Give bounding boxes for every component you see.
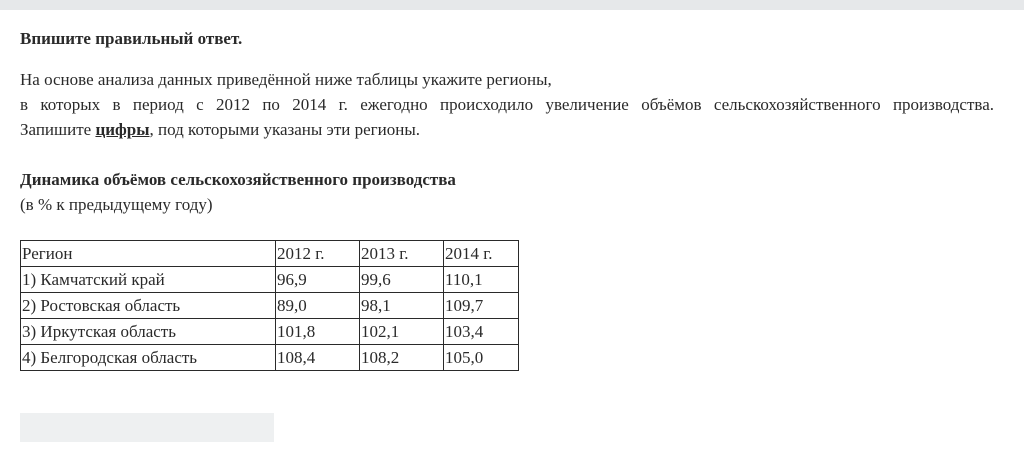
data-table: [20, 240, 519, 371]
table-row: [21, 345, 519, 371]
cell-value: 99,6: [360, 267, 444, 293]
table-caption: [20, 167, 456, 217]
cell-value: 102,1: [360, 319, 444, 345]
cell-value: 108,4: [276, 345, 360, 371]
cell-value: 101,8: [276, 319, 360, 345]
cell-value: 96,9: [276, 267, 360, 293]
top-strip: [0, 0, 1024, 10]
cell-value: 89,0: [276, 293, 360, 319]
answer-input[interactable]: [20, 413, 274, 442]
cell-value: 103,4: [444, 319, 519, 345]
cell-value: 108,2: [360, 345, 444, 371]
cell-region: 1) Камчатский край: [21, 267, 276, 293]
cell-region: 2) Ростовская область: [21, 293, 276, 319]
header-region: Регион: [21, 241, 276, 267]
question-text: [20, 67, 994, 142]
header-2014: 2014 г.: [444, 241, 519, 267]
header-2012: 2012 г.: [276, 241, 360, 267]
table-row: [21, 293, 519, 319]
cell-region: 4) Белгородская область: [21, 345, 276, 371]
question-line-3-pre: Запишите: [20, 120, 96, 139]
table-subtitle: (в % к предыдущему году): [20, 195, 213, 214]
task-instruction: Впишите правильный ответ.: [20, 29, 243, 48]
table-row: [21, 267, 519, 293]
question-line-3: [20, 117, 994, 142]
question-line-3-post: , под которыми указаны эти регионы.: [149, 120, 420, 139]
question-line-1: На основе анализа данных приведённой ниже таблицы укажите регионы,: [20, 70, 552, 89]
cell-value: 109,7: [444, 293, 519, 319]
cell-value: 98,1: [360, 293, 444, 319]
cell-value: 110,1: [444, 267, 519, 293]
cell-value: 105,0: [444, 345, 519, 371]
table-header-row: [21, 241, 519, 267]
header-2013: 2013 г.: [360, 241, 444, 267]
question-emphasis: цифры: [95, 120, 150, 139]
question-line-2: в которых в период с 2012 по 2014 г. ежегодно происходило увеличение объёмов сельскохозяйственного производства.: [20, 95, 994, 114]
table-title: Динамика объёмов сельскохозяйственного производства: [20, 170, 456, 189]
table-row: [21, 319, 519, 345]
cell-region: 3) Иркутская область: [21, 319, 276, 345]
